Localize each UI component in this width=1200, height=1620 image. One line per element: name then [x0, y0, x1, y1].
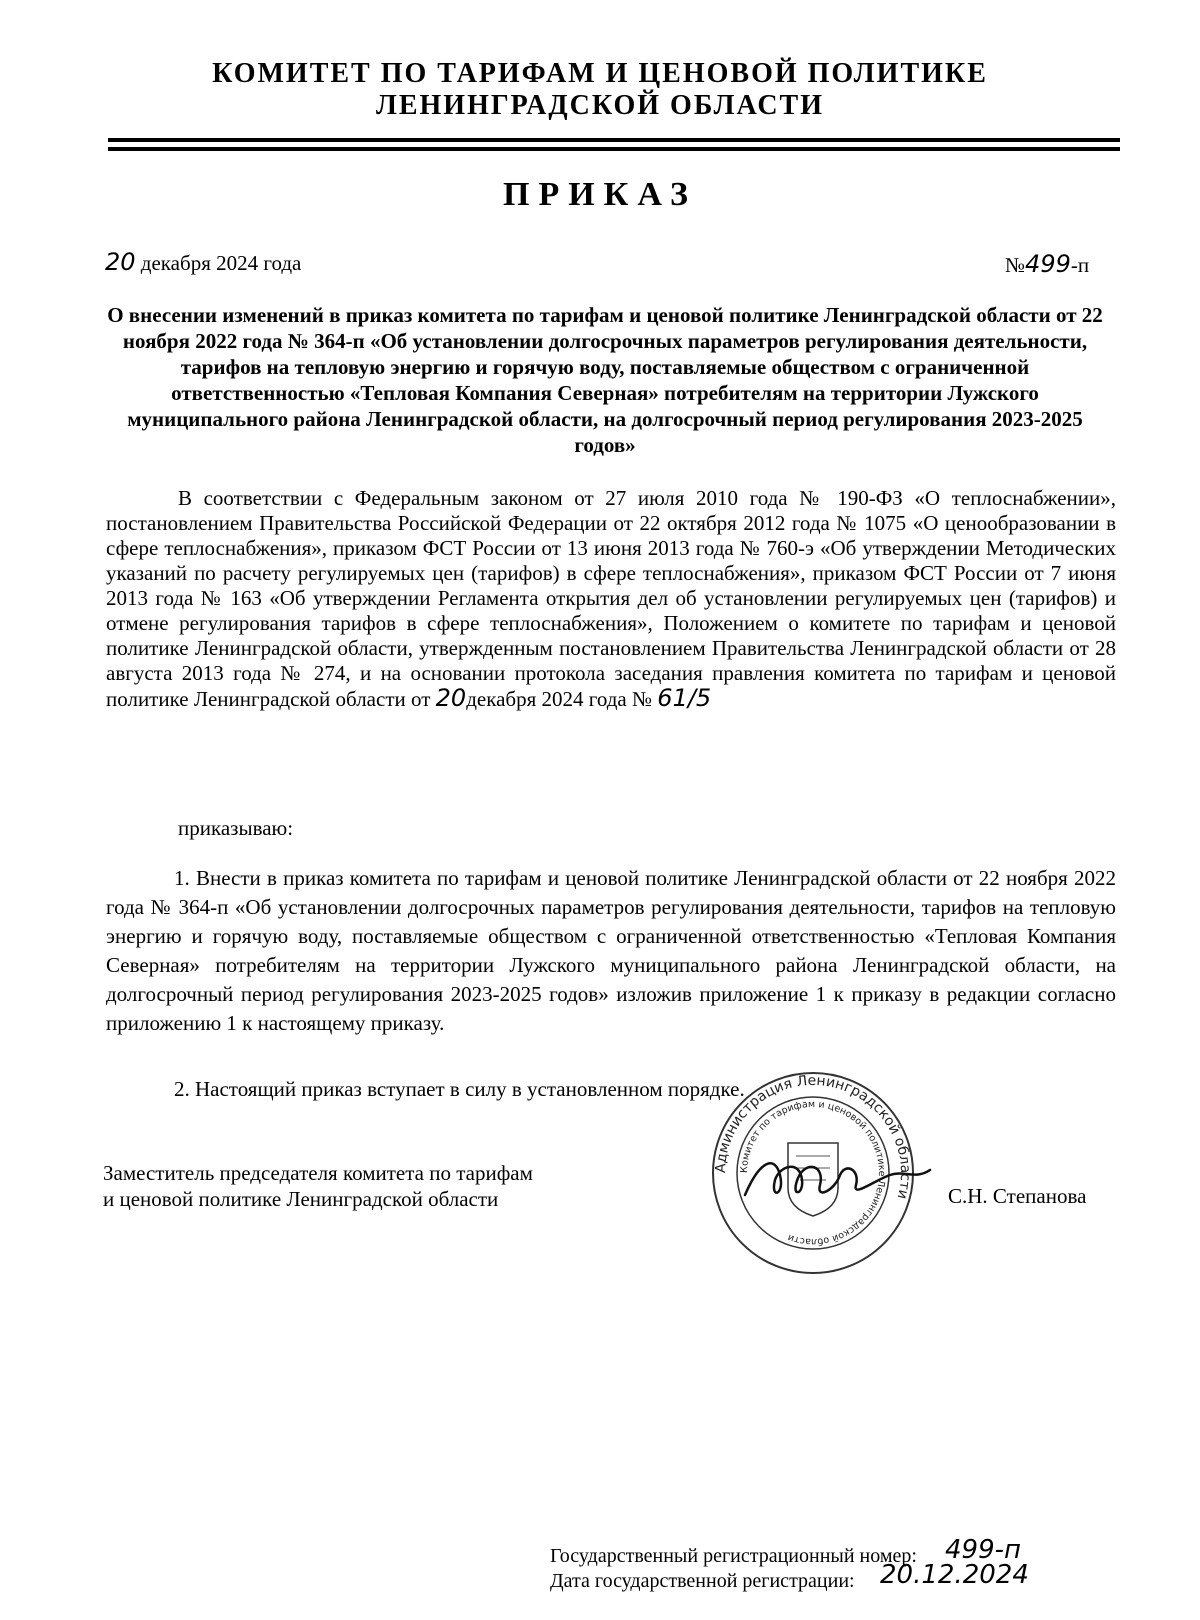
handwritten-protocol-day: 20: [435, 684, 467, 712]
header-rule-top: [108, 138, 1120, 142]
order-item-1: 1. Внести в приказ комитета по тарифам и ценовой политике Ленинградской области от 22 ноября 2022 года № 364-п «Об установлении долгосрочных параметров регулирования деятельности, тарифов на тепловую энергию и горячую воду, поставляемые обществом с ограниченной ответственностью «Тепловая Компания Северная» потребителям на территории Лужского муниципального района Ленинградской области, на долгосрочный период регулирования 2023-2025 годов» изложив приложение 1 к приказу в редакции согласно приложению 1 к настоящему приказу.: [106, 866, 1116, 1035]
signatory-position: [103, 1160, 623, 1212]
signatory-position-line1: Заместитель председателя комитета по тарифам: [103, 1161, 533, 1185]
org-name-line2: ЛЕНИНГРАДСКОЙ ОБЛАСТИ: [375, 90, 825, 121]
handwritten-number: 499: [1025, 250, 1071, 278]
header-rule-bottom: [108, 147, 1120, 151]
preamble-text: В соответствии с Федеральным законом от 27 июля 2010 года № 190-ФЗ «О теплоснабжении», постановлением Правительства Российской Федерации от 22 октября 2012 года № 1075 «О ценообразовании в сфере теплоснабжения», приказом ФСТ России от 13 июня 2013 года № 760-э «Об утверждении Методических указаний по расчету регулируемых цен (тарифов) в сфере теплоснабжения», приказом ФСТ России от 7 июня 2013 года № 163 «Об утверждении Регламента открытия дел об установлении регулируемых цен (тарифов) и отмене регулирования тарифов в сфере теплоснабжения», Положением о комитете по тарифам и ценовой политике Ленинградской области, утвержденным постановлением Правительства Ленинградской области от 28 августа 2013 года № 274, и на основании протокола заседания правления комитета по тарифам и ценовой политике Ленинградской области от: [106, 486, 1116, 711]
handwritten-protocol-number: 61/5: [657, 684, 712, 712]
order-word: приказываю:: [178, 816, 294, 840]
date-text: декабря 2024 года: [135, 251, 302, 275]
document-subject: О внесении изменений в приказ комитета по тарифам и ценовой политике Ленинградской области от 22 ноября 2022 года № 364-п «Об установлении долгосрочных параметров регулирования деятельности, тарифов на тепловую энергию и горячую воду, поставляемые обществом с ограниченной ответственностью «Тепловая Компания Северная» потребителям на территории Лужского муниципального района Ленинградской области, на долгосрочный период регулирования 2023-2025 годов»: [107, 303, 1103, 457]
order-item-2: 2. Настоящий приказ вступает в силу в установленном порядке.: [174, 1077, 745, 1101]
registration-number-value: 499-п: [945, 1535, 1022, 1565]
number-suffix: -п: [1070, 253, 1090, 277]
handwritten-date-day: 20: [105, 248, 136, 276]
signatory-position-line2: и ценовой политике Ленинградской области: [103, 1187, 499, 1211]
handwritten-signature: [740, 1140, 940, 1210]
document-type-title: ПРИКАЗ: [503, 176, 697, 213]
stamp-inner-text: Комитет по тарифам и ценовой политике Ленинградской области: [738, 1098, 888, 1248]
signatory-name: С.Н. Степанова: [948, 1184, 1087, 1208]
registration-date: [550, 1560, 1029, 1593]
document-date: [105, 248, 301, 276]
org-name-line1: КОМИТЕТ ПО ТАРИФАМ И ЦЕНОВОЙ ПОЛИТИКЕ: [212, 58, 988, 89]
number-prefix: №: [1005, 253, 1026, 277]
preamble-text-mid: декабря 2024 года №: [466, 687, 658, 711]
preamble-paragraph: [106, 486, 1116, 712]
registration-date-label: Дата государственной регистрации:: [550, 1570, 855, 1592]
registration-number-label: Государственный регистрационный номер:: [550, 1545, 917, 1567]
document-number: [1005, 250, 1089, 278]
registration-number: [550, 1535, 1022, 1568]
registration-date-value: 20.12.2024: [880, 1560, 1029, 1590]
stamp-outer-text: Администрация Ленинградской области: [712, 1072, 914, 1201]
